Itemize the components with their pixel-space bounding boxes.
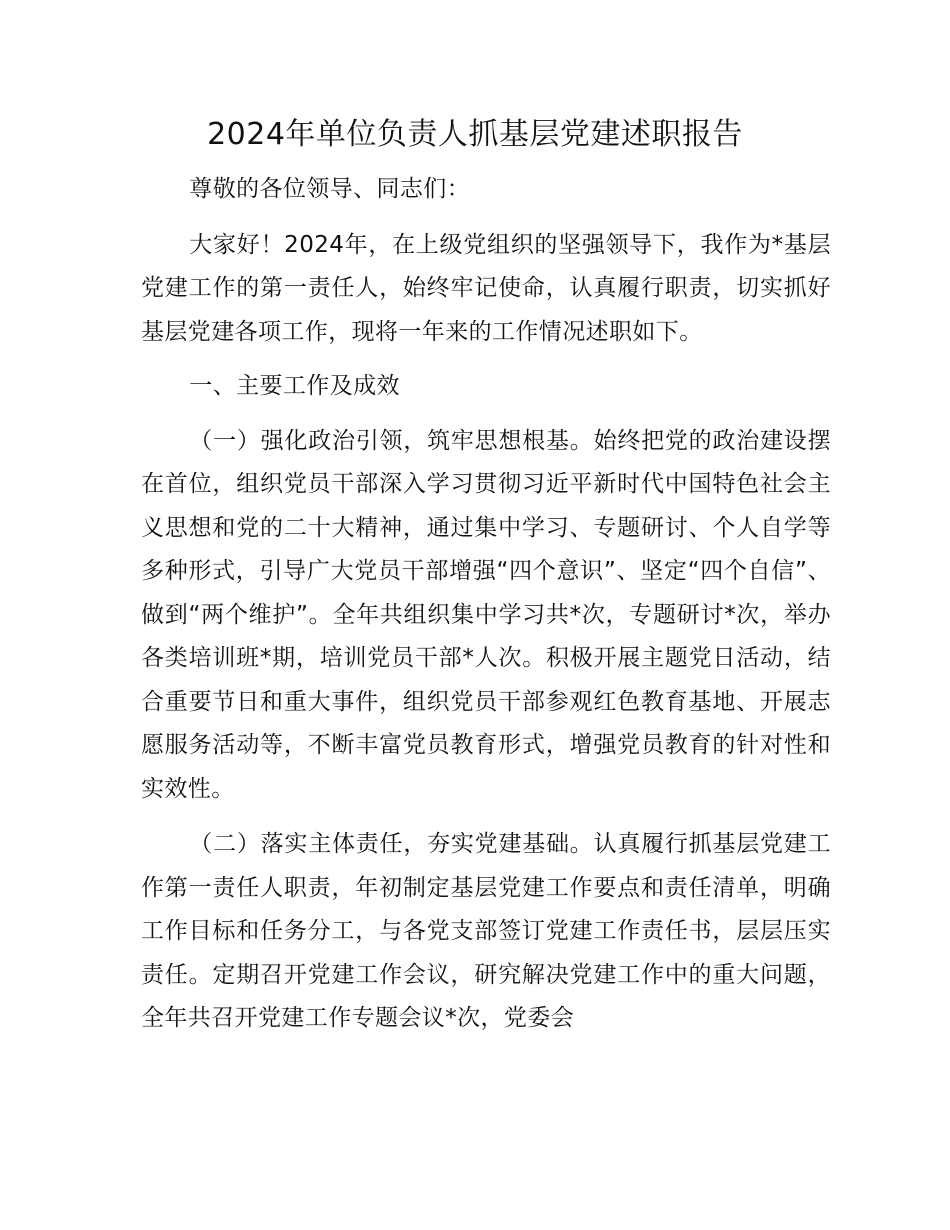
document-title: 2024年单位负责人抓基层党建述职报告 [207,117,743,152]
paragraph-political-guidance: （一）强化政治引领，筑牢思想根基。始终把党的政治建设摆在首位，组织党员干部深入学习贯彻习近平新时代中国特色社会主义思想和党的二十大精神，通过集中学习、专题研讨、个人自学等多种形式，引导广大党员干部增强“四个意识”、坚定“四个自信”、做到“两个维护”。全年共组织集中学习共*次，专题研讨*次，举办各类培训班*期，培训党员干部*人次。积极开展主题党日活动，结合重要节日和重大事件，组织党员干部参观红色教育基地、开展志愿服务活动等，不断丰富党员教育形式，增强党员教育的针对性和实效性。 [141,427,831,802]
section-heading: 一、主要工作及成效 [189,373,400,399]
document-body [141,168,831,1041]
paragraph-main-responsibility: （二）落实主体责任，夯实党建基础。认真履行抓基层党建工作第一责任人职责，年初制定基层党建工作要点和责任清单，明确工作目标和任务分工，与各党支部签订党建工作责任书，层层压实责任。定期召开党建工作会议，研究解决党建工作中的重大问题，全年共召开党建工作专题会议*次，党委会 [141,831,831,1031]
salutation: 尊敬的各位领导、同志们： [189,176,471,202]
intro-paragraph: 大家好！2024年，在上级党组织的坚强领导下，我作为*基层党建工作的第一责任人，始终牢记使命，认真履行职责，切实抓好基层党建各项工作，现将一年来的工作情况述职如下。 [141,231,831,345]
